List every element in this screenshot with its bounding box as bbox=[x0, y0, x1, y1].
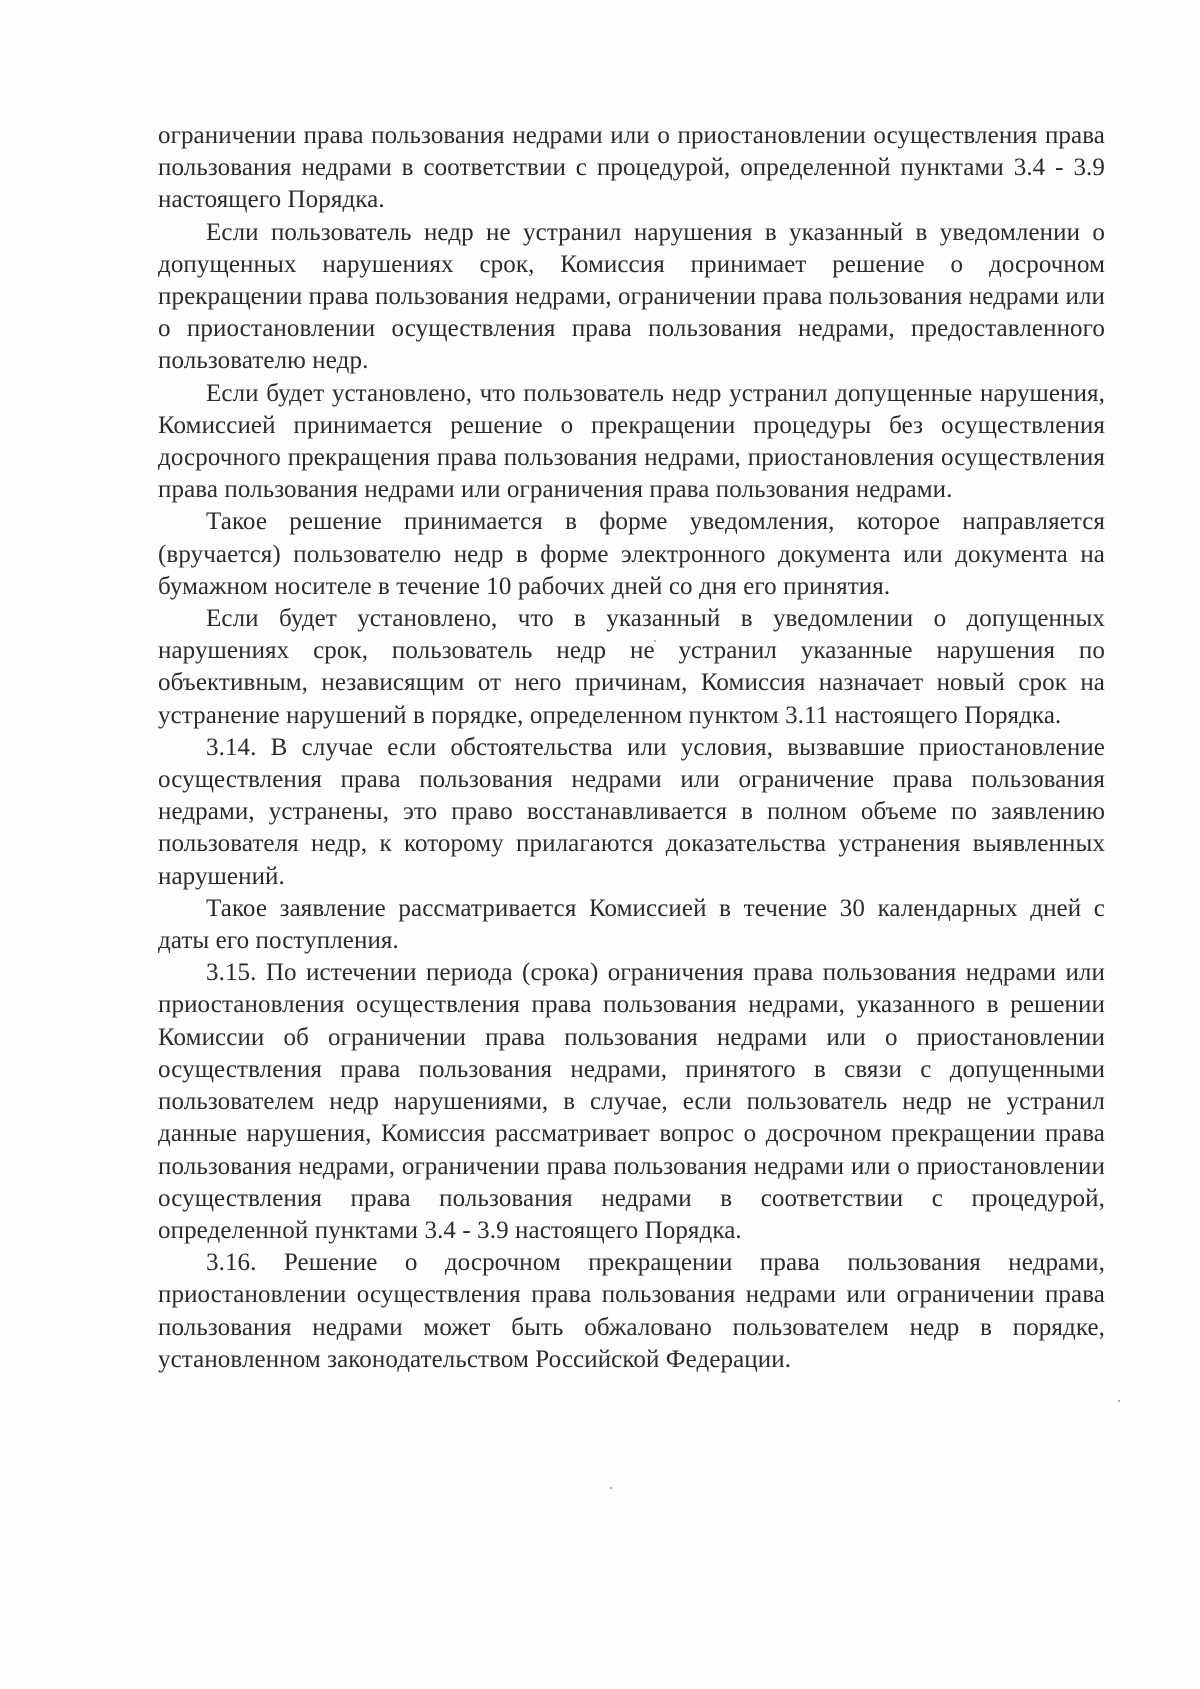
scan-speck bbox=[610, 1487, 612, 1489]
paragraph-fixed: Если будет установлено, что пользователь недр устранил допущенные нарушения, Комиссией принимается решение о прекращении процедуры без осуществления досрочного прекращения права пользования недрами, приостановления осуществления права пользования недрами или ограничения права пользования недрами. bbox=[158, 379, 1105, 504]
paragraph-application-review: Такое заявление рассматривается Комиссией в течение 30 календарных дней с даты его поступления. bbox=[158, 894, 1105, 955]
paragraph-new-deadline: Если будет установлено, что в указанный в уведомлении о допущенных нарушениях срок, пользователь недр не устранил указанные нарушения по объективным, независящим от него причинам, Комиссия назначает новый срок на устранение нарушений в порядке, определенном пунктом 3.11 настоящего Порядка. bbox=[158, 605, 1105, 729]
paragraph-continuation: ограничении права пользования недрами или о приостановлении осуществления права пользования недрами в соответствии с процедурой, определенной пунктами 3.4 - 3.9 настоящего Порядка. bbox=[158, 122, 1105, 214]
paragraph-3-16: 3.16. Решение о досрочном прекращении права пользования недрами, приостановлении осуществления права пользования недрами или ограничении права пользования недрами может быть обжаловано пользователем недр в порядке, установленном законодательством Российской Федерации. bbox=[158, 1249, 1105, 1373]
paragraph-3-14: 3.14. В случае если обстоятельства или условия, вызвавшие приостановление осуществления права пользования недрами или ограничение права пользования недрами, устранены, это право восстанавливается в полном объеме по заявлению пользователя недр, к которому прилагаются доказательства устранения выявленных нарушений. bbox=[158, 733, 1105, 890]
paragraph-3-15: 3.15. По истечении периода (срока) ограничения права пользования недрами или приостановления осуществления права пользования недрами, указанного в решении Комиссии об ограничении права пользования недрами или о приостановлении осуществления права пользования недрами, принятого в связи с допущенными пользователем недр нарушениями, в случае, если пользователь недр не устранил данные нарушения, Комиссия рассматривает вопрос о досрочном прекращении права пользования недрами, ограничении права пользования недрами или о приостановлении осуществления права пользования недрами в соответствии с процедурой, определенной пунктами 3.4 - 3.9 настоящего Порядка. bbox=[158, 959, 1105, 1244]
scan-speck bbox=[1118, 1400, 1120, 1402]
paragraph-not-fixed: Если пользователь недр не устранил нарушения в указанный в уведомлении о допущенных нарушениях срок, Комиссия принимает решение о досрочном прекращении права пользования недрами, ограничении права пользования недрами или о приостановлении осуществления права пользования недрами, предоставленного пользователю недр. bbox=[158, 218, 1105, 375]
paragraph-notification: Такое решение принимается в форме уведомления, которое направляется (вручается) пользователю недр в форме электронного документа или документа на бумажном носителе в течение 10 рабочих дней со дня его принятия. bbox=[158, 508, 1105, 600]
document-body bbox=[158, 120, 1105, 1376]
